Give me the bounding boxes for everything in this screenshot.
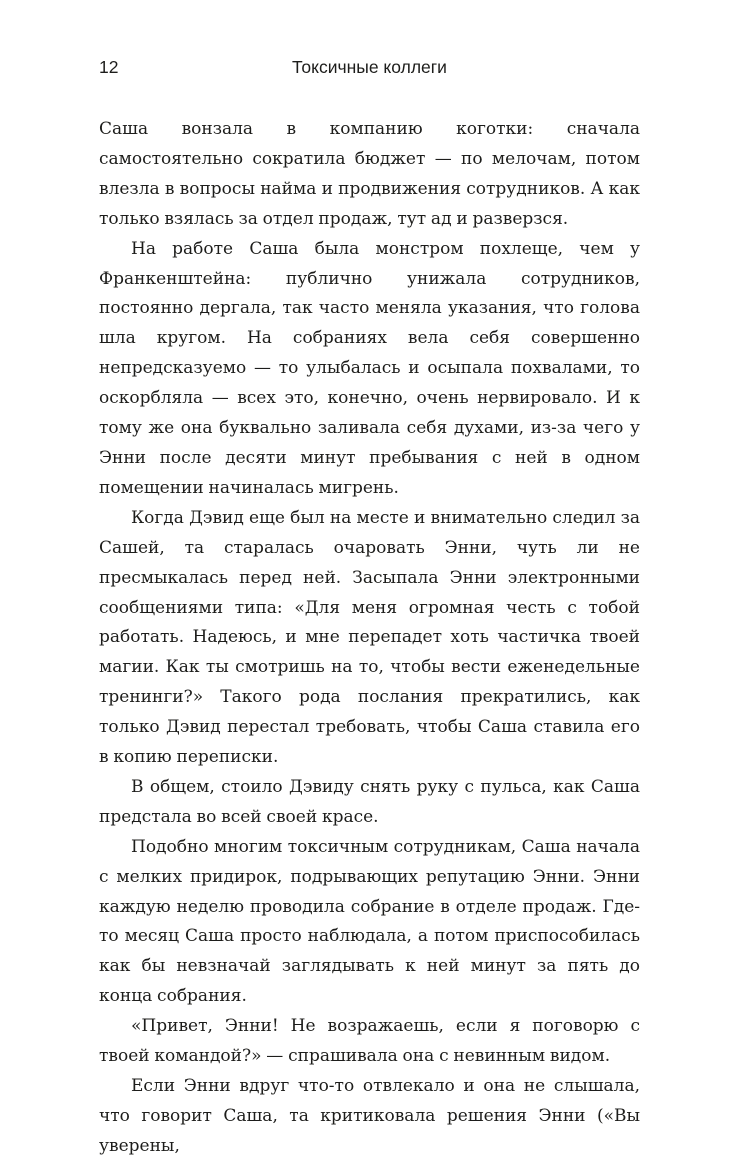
running-header [99, 57, 640, 85]
paragraph: На работе Саша была монстром похлеще, чем у Франкенштейна: публично унижала сотрудников, постоянно дергала, так часто меняла указания, что голова шла кругом. На собраниях вела себя совершенно непредсказуемо — то улыбалась и осыпала похвалами, то оскорбляла — всех это, конечно, очень нервировало. И к тому же она буквально заливала себя духами, из-за чего у Энни после десяти минут пребывания с ней в одном помещении начиналась мигрень. [99, 238, 640, 498]
text-body [99, 115, 640, 1162]
paragraph: Саша вонзала в компанию коготки: сначала самостоятельно сократила бюджет — по мелочам, потом влезла в вопросы найма и продвижения сотрудников. А как только взялась за отдел продаж, тут ад и разверзся. [99, 119, 640, 229]
paragraph: Подобно многим токсичным сотрудникам, Саша начала с мелких придирок, подрывающих репутацию Энни. Энни каждую неделю проводила собрание в отделе продаж. Где-то месяц Саша просто наблюдала, а потом приспособилась как бы невзначай заглядывать к ней минут за пять до конца собрания. [99, 836, 640, 1007]
page-number: 12 [99, 57, 119, 77]
chapter-title: Токсичные коллеги [292, 57, 447, 77]
paragraph: В общем, стоило Дэвиду снять руку с пульса, как Саша предстала во всей своей красе. [99, 776, 640, 827]
paragraph: Если Энни вдруг что-то отвлекало и она не слышала, что говорит Саша, та критиковала решения Энни («Вы уверены, [99, 1076, 640, 1156]
paragraph: «Привет, Энни! Не возражаешь, если я поговорю с твоей командой?» — спрашивала она с невинным видом. [99, 1016, 640, 1067]
paragraph: Когда Дэвид еще был на месте и внимательно следил за Сашей, та старалась очаровать Энни, чуть ли не пресмыкалась перед ней. Засыпала Энни электронными сообщениями типа: «Для меня огромная честь с тобой работать. Надеюсь, и мне перепадет хоть частичка твоей магии. Как ты смотришь на то, чтобы вести еженедельные тренинги?» Такого рода послания прекратились, как только Дэвид перестал требовать, чтобы Саша ставила его в копию переписки. [99, 507, 640, 768]
